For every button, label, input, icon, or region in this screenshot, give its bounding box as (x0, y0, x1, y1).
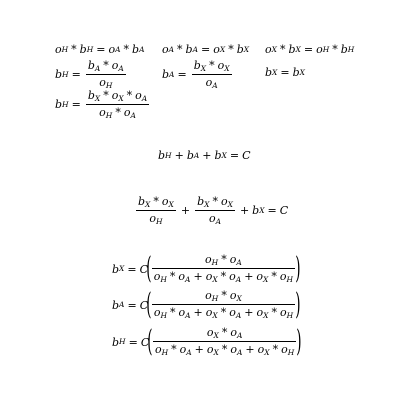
fraction: $\frac{o_X * o_A}{o_H * o_A + o_X * o_A + o_X * o_H}$ (154, 326, 295, 357)
fraction: $\frac{b_X * o_X}{o_A}$ (193, 59, 230, 90)
fraction: $\frac{o_H * o_X}{o_H * o_A + o_X * o_A + o_X * o_H}$ (153, 289, 294, 320)
sum-equation: b H + b A + b X = C (158, 149, 251, 162)
solution-bh: b H = C ( $\frac{o_X * o_A}{o_H * o_A + o_X * o_A + o_X * o_H}$ ) (112, 324, 302, 359)
equation-row1-2: o A * b A = o X * b X (162, 43, 250, 56)
equation-row1-1: o H * b H = o A * b A (55, 43, 145, 56)
solution-bx: b X = C ( $\frac{o_H * o_A}{o_H * o_A + o_X * o_A + o_X * o_H}$ ) (112, 251, 301, 286)
fraction: $\frac{b_X * o_X * o_A}{o_H * o_A}$ (87, 89, 148, 120)
equation-row1-3: o X * b X = o H * b H (265, 43, 355, 56)
fraction: $\frac{b_X * o_X}{o_A}$ (197, 195, 233, 226)
combined-equation: $\frac{b_X * o_X}{o_H}$ + $\frac{b_X * o_X}{o_A}$ + b X = C (138, 195, 289, 226)
equation-row2-1: b H = $\frac{b_A * o_A}{o_H}$ (55, 59, 124, 90)
equation-row2-2: b A = $\frac{b_X * o_X}{o_A}$ (162, 59, 230, 90)
fraction: $\frac{b_A * o_A}{o_H}$ (87, 59, 124, 90)
solution-ba: b A = C ( $\frac{o_H * o_X}{o_H * o_A + o_X * o_A + o_X * o_H}$ ) (112, 287, 301, 322)
equation-row2-3: b X = b X (265, 66, 305, 79)
fraction: $\frac{b_X * o_X}{o_H}$ (138, 195, 174, 226)
fraction: $\frac{o_H * o_A}{o_H * o_A + o_X * o_A + o_X * o_H}$ (153, 253, 294, 284)
equation-row3-1: b H = $\frac{b_X * o_X * o_A}{o_H * o_A}$ (55, 89, 148, 120)
